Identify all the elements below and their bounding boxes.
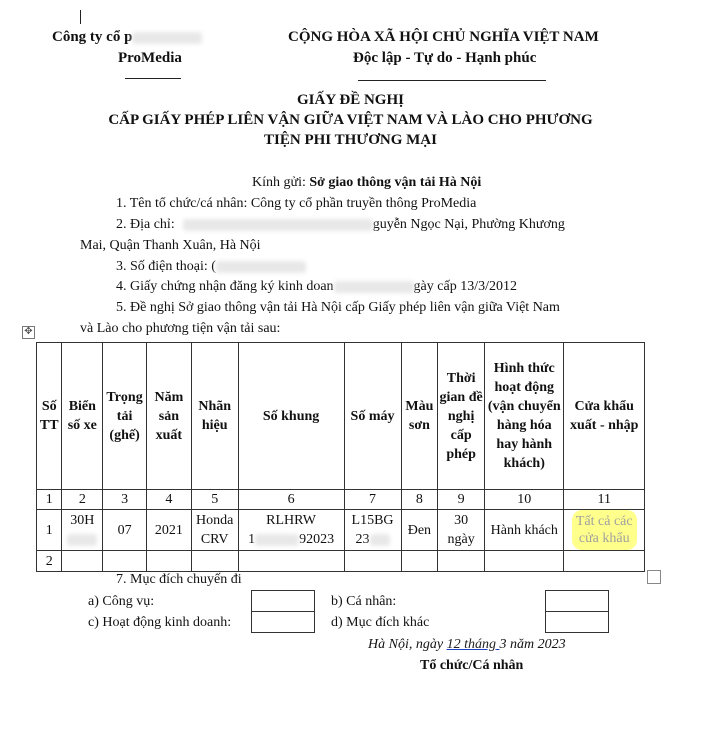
redacted-engine (370, 534, 390, 546)
purpose-personal-label: b) Cá nhân: (331, 594, 397, 609)
header-duration: Thời gian đề nghị cấp phép (438, 343, 485, 490)
purpose-business-checkbox[interactable] (251, 611, 315, 633)
col-number: 9 (438, 490, 485, 510)
company-name-line1: Công ty cổ p (52, 29, 202, 46)
recipient-line: Kính gửi: Sở giao thông vận tải Hà Nội (252, 175, 482, 190)
redacted-plate (67, 534, 97, 546)
col-number: 11 (564, 490, 645, 510)
item-address-continued: Mai, Quận Thanh Xuân, Hà Nội (80, 238, 261, 253)
col-number: 6 (238, 490, 344, 510)
motto-underline (358, 80, 546, 81)
col-number: 1 (37, 490, 62, 510)
document-title: GIẤY ĐỀ NGHỊ (297, 92, 404, 108)
item-request-continued: và Lào cho phương tiện vận tải sau: (80, 321, 281, 336)
redacted-address (183, 219, 373, 231)
header-seats: Trọng tải (ghế) (103, 343, 147, 490)
company-underline (125, 78, 181, 79)
cell-seats: 07 (103, 510, 147, 551)
item-business-license: 4. Giấy chứng nhận đăng ký kinh doan gày cấp 13/3/2012 (116, 279, 517, 294)
cell-plate: 30H (62, 510, 103, 551)
col-number: 4 (146, 490, 191, 510)
purpose-other-checkbox[interactable] (545, 611, 609, 633)
cell-engine: L15BG 23 (344, 510, 401, 551)
cell-empty (438, 551, 485, 572)
cell-chassis: RLHRW 1 92023 (238, 510, 344, 551)
purpose-title: 7. Mục đích chuyến đi (116, 572, 242, 587)
item-phone: 3. Số điện thoại: ( (116, 259, 306, 275)
cell-empty (344, 551, 401, 572)
col-number: 5 (191, 490, 238, 510)
col-number: 8 (401, 490, 438, 510)
header-chassis: Số khung (238, 343, 344, 490)
item-request: 5. Đề nghị Sở giao thông vận tải Hà Nội cấp Giấy phép liên vận giữa Việt Nam (116, 300, 560, 315)
nation-title: CỘNG HÒA XÃ HỘI CHỦ NGHĨA VIỆT NAM (288, 29, 599, 45)
cell-empty (191, 551, 238, 572)
highlighted-border-gate: Tất cả các cửa khẩu (572, 510, 637, 550)
cell-empty (62, 551, 103, 572)
header-year: Năm sản xuất (146, 343, 191, 490)
cell-duration: 30 ngày (438, 510, 485, 551)
purpose-official-checkbox[interactable] (251, 590, 315, 612)
col-number: 10 (485, 490, 564, 510)
col-number: 3 (103, 490, 147, 510)
item-address: 2. Địa chỉ: guyễn Ngọc Nại, Phường Khương (116, 217, 565, 232)
cell-empty (401, 551, 438, 572)
header-brand: Nhãn hiệu (191, 343, 238, 490)
cell-color: Đen (401, 510, 438, 551)
date-line: Hà Nội, ngày 12 tháng 3 năm 2023 (368, 637, 566, 652)
document-subtitle-line1: CẤP GIẤY PHÉP LIÊN VẬN GIỮA VIỆT NAM VÀ LÀO CHO PHƯƠNG (108, 112, 593, 128)
text-cursor (80, 10, 81, 24)
cell-empty (485, 551, 564, 572)
cell-year: 2021 (146, 510, 191, 551)
cell-stt: 2 (37, 551, 62, 572)
redacted-phone (216, 261, 306, 273)
table-column-number-row (37, 490, 645, 510)
purpose-official-label: a) Công vụ: (88, 594, 155, 609)
col-number: 2 (62, 490, 103, 510)
header-engine: Số máy (344, 343, 401, 490)
cell-empty (564, 551, 645, 572)
national-motto: Độc lập - Tự do - Hạnh phúc (353, 50, 537, 66)
cell-brand: Honda CRV (191, 510, 238, 551)
cell-stt: 1 (37, 510, 62, 551)
cell-mode: Hành khách (485, 510, 564, 551)
cell-border-gate (564, 510, 645, 551)
cell-empty (146, 551, 191, 572)
table-row (37, 510, 645, 551)
redacted-chassis (255, 534, 299, 546)
cell-empty (103, 551, 147, 572)
col-number: 7 (344, 490, 401, 510)
redacted-license-number (334, 281, 414, 293)
header-mode: Hình thức hoạt động (vận chuyển hàng hóa hay hành khách) (485, 343, 564, 490)
table-end-checkbox[interactable] (647, 570, 661, 584)
header-plate: Biển số xe (62, 343, 103, 490)
item-organization-name: 1. Tên tổ chức/cá nhân: Công ty cổ phần truyền thông ProMedia (116, 196, 477, 211)
purpose-other-label: d) Mục đích khác (331, 615, 430, 630)
cell-empty (238, 551, 344, 572)
purpose-personal-checkbox[interactable] (545, 590, 609, 612)
signer-title: Tổ chức/Cá nhân (420, 658, 524, 673)
header-color: Màu sơn (401, 343, 438, 490)
document-subtitle-line2: TIỆN PHI THƯƠNG MẠI (264, 132, 437, 148)
redacted-company-name (132, 32, 202, 44)
table-header-row (37, 343, 645, 490)
table-move-handle-icon[interactable]: ✥ (22, 326, 35, 339)
purpose-business-label: c) Hoạt động kinh doanh: (88, 615, 232, 630)
header-stt: Số TT (37, 343, 62, 490)
header-border-gate: Cửa khẩu xuất - nhập (564, 343, 645, 490)
company-name-line2: ProMedia (118, 50, 182, 66)
vehicle-table (36, 342, 645, 572)
table-row (37, 551, 645, 572)
